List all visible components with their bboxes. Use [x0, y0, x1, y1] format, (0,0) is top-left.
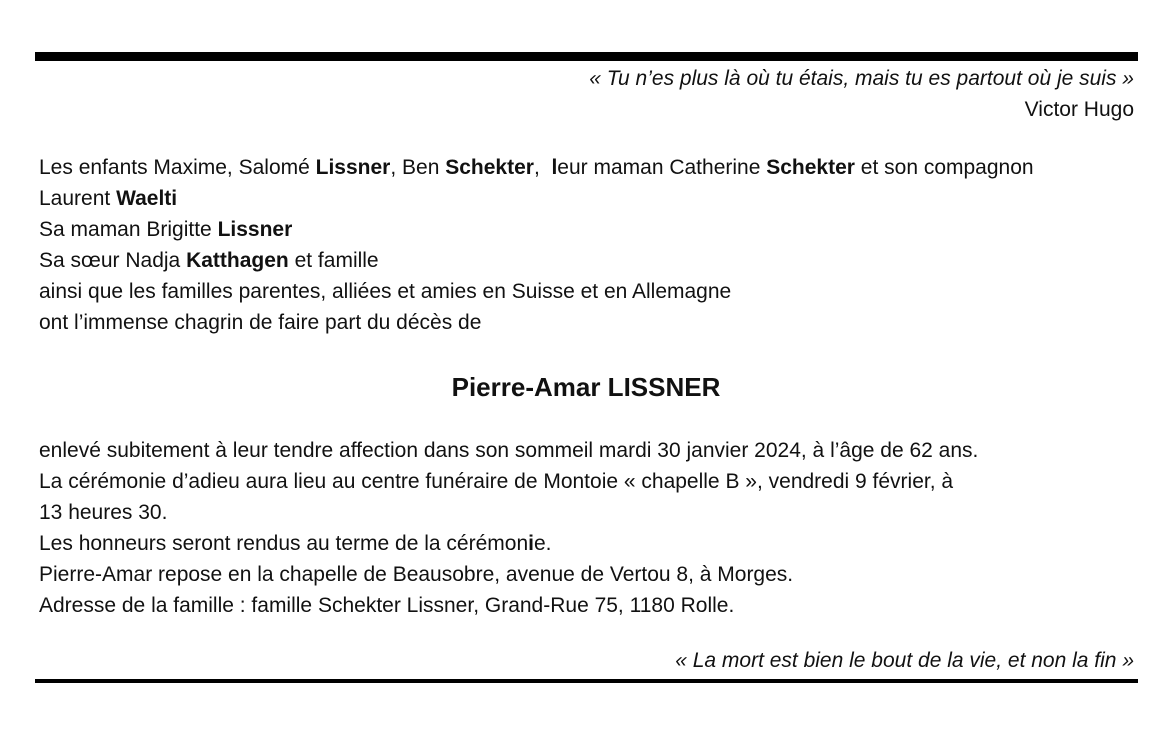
- text: et famille: [288, 249, 379, 272]
- text: Sa maman Brigitte: [39, 218, 218, 241]
- details-line-4: [39, 528, 1134, 559]
- closing-quote: « La mort est bien le bout de la vie, et non la fin »: [675, 649, 1134, 672]
- epigraph-quote: « Tu n’es plus là où tu étais, mais tu es partout où je suis »: [589, 67, 1134, 90]
- text: Les enfants Maxime, Salomé: [39, 156, 316, 179]
- family-line-6: ont l’immense chagrin de faire part du décès de: [39, 311, 482, 334]
- text: e.: [533, 532, 552, 555]
- family-line-2: [39, 183, 1134, 214]
- surname: Schekter: [445, 156, 534, 179]
- surname: Katthagen: [186, 249, 289, 272]
- family-announcement: [39, 152, 1134, 338]
- family-line-1: [39, 152, 1134, 183]
- text: eur maman Catherine: [557, 156, 767, 179]
- text: ,: [533, 156, 552, 179]
- bold-letter: l: [551, 156, 558, 179]
- epigraph-author: Victor Hugo: [1024, 98, 1134, 121]
- family-line-4: [39, 245, 1134, 276]
- text: et son compagnon: [854, 156, 1034, 179]
- text: Laurent: [39, 187, 117, 210]
- text: Les honneurs seront rendus au terme de la cérémon: [39, 532, 529, 555]
- bold-letter: i: [528, 532, 534, 555]
- bottom-rule: [35, 679, 1138, 683]
- family-line-5: ainsi que les familles parentes, alliées et amies en Suisse et en Allemagne: [39, 280, 732, 303]
- details-line-3: 13 heures 30.: [39, 501, 168, 524]
- top-rule: [35, 52, 1138, 61]
- family-line-3: [39, 214, 1134, 245]
- surname: Schekter: [766, 156, 855, 179]
- deceased-name: Pierre-Amar LISSNER: [451, 372, 721, 402]
- surname: Lissner: [217, 218, 293, 241]
- text: , Ben: [390, 156, 446, 179]
- text: Sa sœur Nadja: [39, 249, 187, 272]
- ceremony-details: [39, 435, 1134, 621]
- details-line-1: enlevé subitement à leur tendre affection dans son sommeil mardi 30 janvier 2024, à l’âge de 62 ans.: [39, 439, 979, 462]
- details-line-6: Adresse de la famille : famille Schekter Lissner, Grand-Rue 75, 1180 Rolle.: [39, 594, 735, 617]
- details-line-5: Pierre-Amar repose en la chapelle de Beausobre, avenue de Vertou 8, à Morges.: [39, 563, 794, 586]
- surname: Waelti: [116, 187, 178, 210]
- surname: Lissner: [315, 156, 391, 179]
- details-line-2: La cérémonie d’adieu aura lieu au centre funéraire de Montoie « chapelle B », vendredi 9 février, à: [39, 470, 954, 493]
